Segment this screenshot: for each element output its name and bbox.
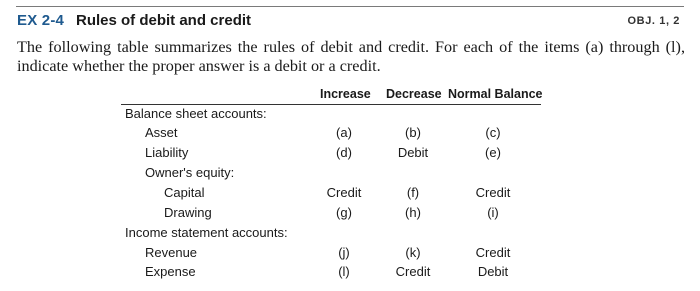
increase-cell: (l) bbox=[338, 264, 350, 279]
table-row bbox=[0, 264, 700, 284]
row-label: Capital bbox=[164, 185, 205, 200]
table-row bbox=[0, 245, 700, 265]
table-row-section bbox=[0, 106, 700, 126]
decrease-cell: (k) bbox=[405, 245, 421, 260]
increase-cell: (j) bbox=[338, 245, 350, 260]
table-row bbox=[0, 185, 700, 205]
table-row bbox=[0, 145, 700, 165]
header-decrease: Decrease bbox=[386, 87, 442, 101]
increase-cell: Credit bbox=[326, 185, 362, 200]
normal-balance-cell: Credit bbox=[475, 245, 511, 260]
row-label: Expense bbox=[145, 264, 196, 279]
table-row-subsection bbox=[0, 165, 700, 185]
header-rule bbox=[121, 104, 541, 105]
row-label: Owner's equity: bbox=[145, 165, 235, 180]
normal-balance-cell: (i) bbox=[487, 205, 499, 220]
normal-balance-cell: (e) bbox=[485, 145, 501, 160]
normal-balance-cell: Credit bbox=[475, 185, 511, 200]
row-label: Balance sheet accounts: bbox=[125, 106, 267, 121]
exercise-objectives: OBJ. 1, 2 bbox=[627, 15, 680, 27]
increase-cell: (a) bbox=[336, 125, 352, 140]
exercise-title: Rules of debit and credit bbox=[76, 12, 252, 29]
header-increase: Increase bbox=[320, 87, 371, 101]
increase-cell: (g) bbox=[336, 205, 352, 220]
table-row-section bbox=[0, 225, 700, 245]
table-row bbox=[0, 205, 700, 225]
decrease-cell: Credit bbox=[395, 264, 431, 279]
table-row bbox=[0, 125, 700, 145]
increase-cell: (d) bbox=[336, 145, 352, 160]
row-label: Income statement accounts: bbox=[125, 225, 288, 240]
decrease-cell: (h) bbox=[405, 205, 421, 220]
exercise-prompt: The following table summarizes the rules of debit and credit. For each of the items (a) through (l), indicate whether the proper answer is a debit or a credit. bbox=[17, 38, 685, 75]
normal-balance-cell: Debit bbox=[477, 264, 509, 279]
row-label: Asset bbox=[145, 125, 178, 140]
header-normal-balance: Normal Balance bbox=[448, 87, 543, 101]
decrease-cell: (b) bbox=[405, 125, 421, 140]
normal-balance-cell: (c) bbox=[485, 125, 501, 140]
row-label: Liability bbox=[145, 145, 189, 160]
decrease-cell: Debit bbox=[397, 145, 429, 160]
row-label: Drawing bbox=[164, 205, 212, 220]
decrease-cell: (f) bbox=[406, 185, 420, 200]
row-label: Revenue bbox=[145, 245, 198, 260]
top-rule bbox=[16, 6, 684, 7]
exercise-code: EX 2-4 bbox=[17, 12, 65, 29]
